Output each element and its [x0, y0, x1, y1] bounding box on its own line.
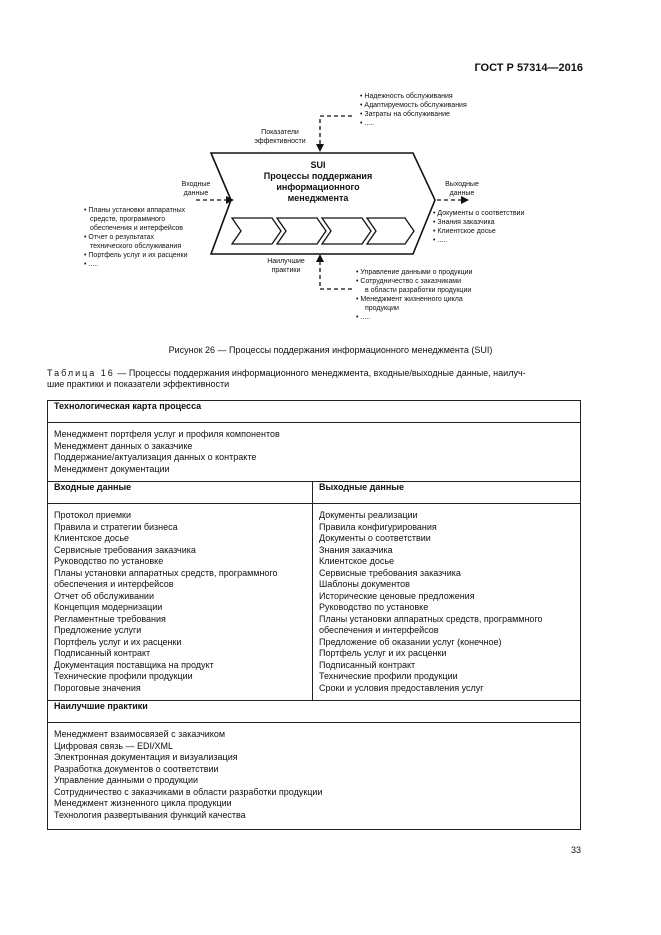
practices-item: • .....	[356, 314, 371, 321]
output-item: • Клиентское досье	[433, 228, 496, 235]
practice-row: Цифровая связь — EDI/XML	[54, 740, 174, 751]
small-chevron-1	[232, 218, 281, 244]
diagram-title-line-1: SUI	[310, 160, 326, 170]
output-row: Портфель услуг и их расценки	[319, 648, 447, 658]
kpi-item: • Затраты на обслуживание	[360, 111, 450, 118]
table-title-text: — Процессы поддержания информационного менеджмента, входные/выходные данные, наилуч-	[114, 368, 526, 378]
kpi-arrowhead	[316, 144, 324, 152]
practices-label-line-2: практики	[271, 267, 301, 274]
input-item: • .....	[84, 261, 99, 268]
kpi-connector	[320, 116, 352, 150]
input-row: Отчет об обслуживании	[54, 590, 154, 601]
output-row: Руководство по установке	[319, 602, 429, 612]
process-table	[47, 400, 581, 830]
input-row: Планы установки аппаратных средств, программного	[54, 567, 278, 578]
kpi-list	[360, 92, 467, 128]
input-row: Предложение услуги	[54, 625, 142, 635]
input-row: Подписанный контракт	[54, 648, 151, 658]
input-row: Правила и стратегии бизнеса	[54, 521, 178, 532]
practices-item: • Менеджмент жизненного цикла	[356, 296, 463, 303]
practice-row: Менеджмент жизненного цикла продукции	[54, 798, 232, 808]
input-label	[166, 180, 226, 198]
practice-row: Электронная документация и визуализация	[54, 752, 238, 762]
practice-row: Технология развертывания функций качества	[54, 809, 246, 820]
process-map-item: Менеджмент портфеля услуг и профиля компонентов	[54, 429, 280, 439]
practices-list	[356, 268, 472, 322]
input-row: Регламентные требования	[54, 613, 166, 624]
output-row: Документы реализации	[319, 510, 418, 520]
practices-connector	[320, 256, 352, 289]
output-item: • Знания заказчика	[433, 219, 495, 226]
diagram-title-line-4: менеджмента	[287, 193, 349, 203]
diagram-title	[243, 160, 393, 204]
output-list	[433, 209, 524, 245]
input-item: • Отчет о результатах	[84, 234, 155, 241]
practices-item: • Сотрудничество с заказчиками	[356, 278, 462, 285]
output-row: Знания заказчика	[319, 544, 393, 555]
diagram-title-line-2: Процессы поддержания	[263, 171, 373, 181]
practices-header: Наилучшие практики	[48, 701, 581, 723]
page-number: 33	[570, 845, 581, 855]
document-header: ГОСТ Р 57314—2016	[474, 62, 583, 74]
input-row: Руководство по установке	[54, 556, 164, 566]
output-item: • .....	[433, 237, 448, 244]
outputs-cell	[313, 504, 581, 701]
process-map-item: Поддержание/актуализация данных о контракте	[54, 452, 257, 462]
practices-cell	[48, 723, 581, 830]
kpi-item: • Адаптируемость обслуживания	[360, 102, 467, 109]
input-row: Концепция модернизации	[54, 602, 163, 612]
output-row: Сроки и условия предоставления услуг	[319, 682, 484, 693]
inputs-header: Входные данные	[48, 482, 313, 504]
input-row: Протокол приемки	[54, 510, 131, 520]
practice-row: Управление данными о продукции	[54, 775, 199, 785]
input-row: обеспечения и интерфейсов	[54, 579, 174, 589]
kpi-label-line-1: Показатели	[261, 129, 299, 136]
output-row: Предложение об оказании услуг (конечное)	[319, 636, 502, 647]
input-item: технического обслуживания	[90, 243, 182, 250]
practices-label	[250, 257, 322, 275]
kpi-label-line-2: эффективности	[254, 138, 306, 145]
kpi-item: • Надежность обслуживания	[360, 93, 453, 100]
practice-row: Сотрудничество с заказчиками в области разработки продукции	[54, 786, 323, 797]
output-row: Шаблоны документов	[319, 579, 410, 589]
input-row: Технические профили продукции	[54, 671, 193, 681]
process-map-header: Технологическая карта процесса	[48, 401, 581, 423]
input-list	[84, 206, 188, 269]
input-row: Клиентское досье	[54, 533, 130, 543]
inputs-cell	[48, 504, 313, 701]
output-label-line-1: Выходные	[445, 181, 479, 188]
table-title	[47, 368, 587, 390]
input-label-line-2: данные	[183, 190, 209, 197]
output-label-line-2: данные	[449, 190, 475, 197]
output-row: Подписанный контракт	[319, 659, 416, 670]
small-chevron-4	[367, 218, 414, 244]
practice-row: Менеджмент взаимосвязей с заказчиком	[54, 729, 226, 739]
figure-caption: Рисунок 26 — Процессы поддержания информационного менеджмента (SUI)	[168, 345, 493, 355]
kpi-label	[245, 128, 315, 146]
process-diagram	[0, 0, 661, 340]
input-row: Портфель услуг и их расценки	[54, 636, 182, 647]
output-row: Технические профили продукции	[319, 671, 458, 681]
input-row: Сервисные требования заказчика	[54, 544, 196, 555]
process-map-cell	[48, 423, 581, 482]
output-row: Сервисные требования заказчика	[319, 567, 461, 578]
input-label-line-1: Входные	[181, 181, 211, 188]
process-map-item: Менеджмент документации	[54, 463, 170, 474]
output-row: обеспечения и интерфейсов	[319, 625, 439, 635]
small-chevron-2	[277, 218, 326, 244]
table-title-prefix: Таблица 16	[47, 368, 115, 378]
practices-item: продукции	[365, 305, 399, 312]
output-label	[432, 180, 492, 198]
output-row: Правила конфигурирования	[319, 521, 437, 532]
output-row: Клиентское досье	[319, 556, 395, 566]
outputs-header: Выходные данные	[313, 482, 581, 504]
process-map-item: Менеджмент данных о заказчике	[54, 440, 193, 451]
output-item: • Документы о соответствии	[433, 210, 525, 217]
output-row: Документы о соответствии	[319, 533, 431, 543]
input-row: Документация поставщика на продукт	[54, 659, 214, 670]
input-item: • Портфель услуг и их расценки	[84, 252, 188, 259]
output-row: Исторические ценовые предложения	[319, 590, 475, 601]
input-item: средств, программного	[90, 216, 166, 223]
practices-item: • Управление данными о продукции	[356, 269, 473, 276]
small-chevron-3	[322, 218, 371, 244]
practice-row: Разработка документов о соответствии	[54, 763, 219, 774]
input-item: обеспечения и интерфейсов	[90, 225, 184, 232]
practices-label-line-1: Наилучшие	[267, 258, 305, 265]
table-title-line-2: шие практики и показатели эффективности	[47, 379, 230, 389]
input-row: Пороговые значения	[54, 682, 141, 693]
kpi-item: • .....	[360, 120, 375, 127]
diagram-title-line-3: информационного	[276, 182, 360, 192]
input-item: • Планы установки аппаратных	[84, 207, 186, 214]
output-row: Планы установки аппаратных средств, программного	[319, 613, 543, 624]
practices-item: в области разработки продукции	[365, 287, 472, 294]
